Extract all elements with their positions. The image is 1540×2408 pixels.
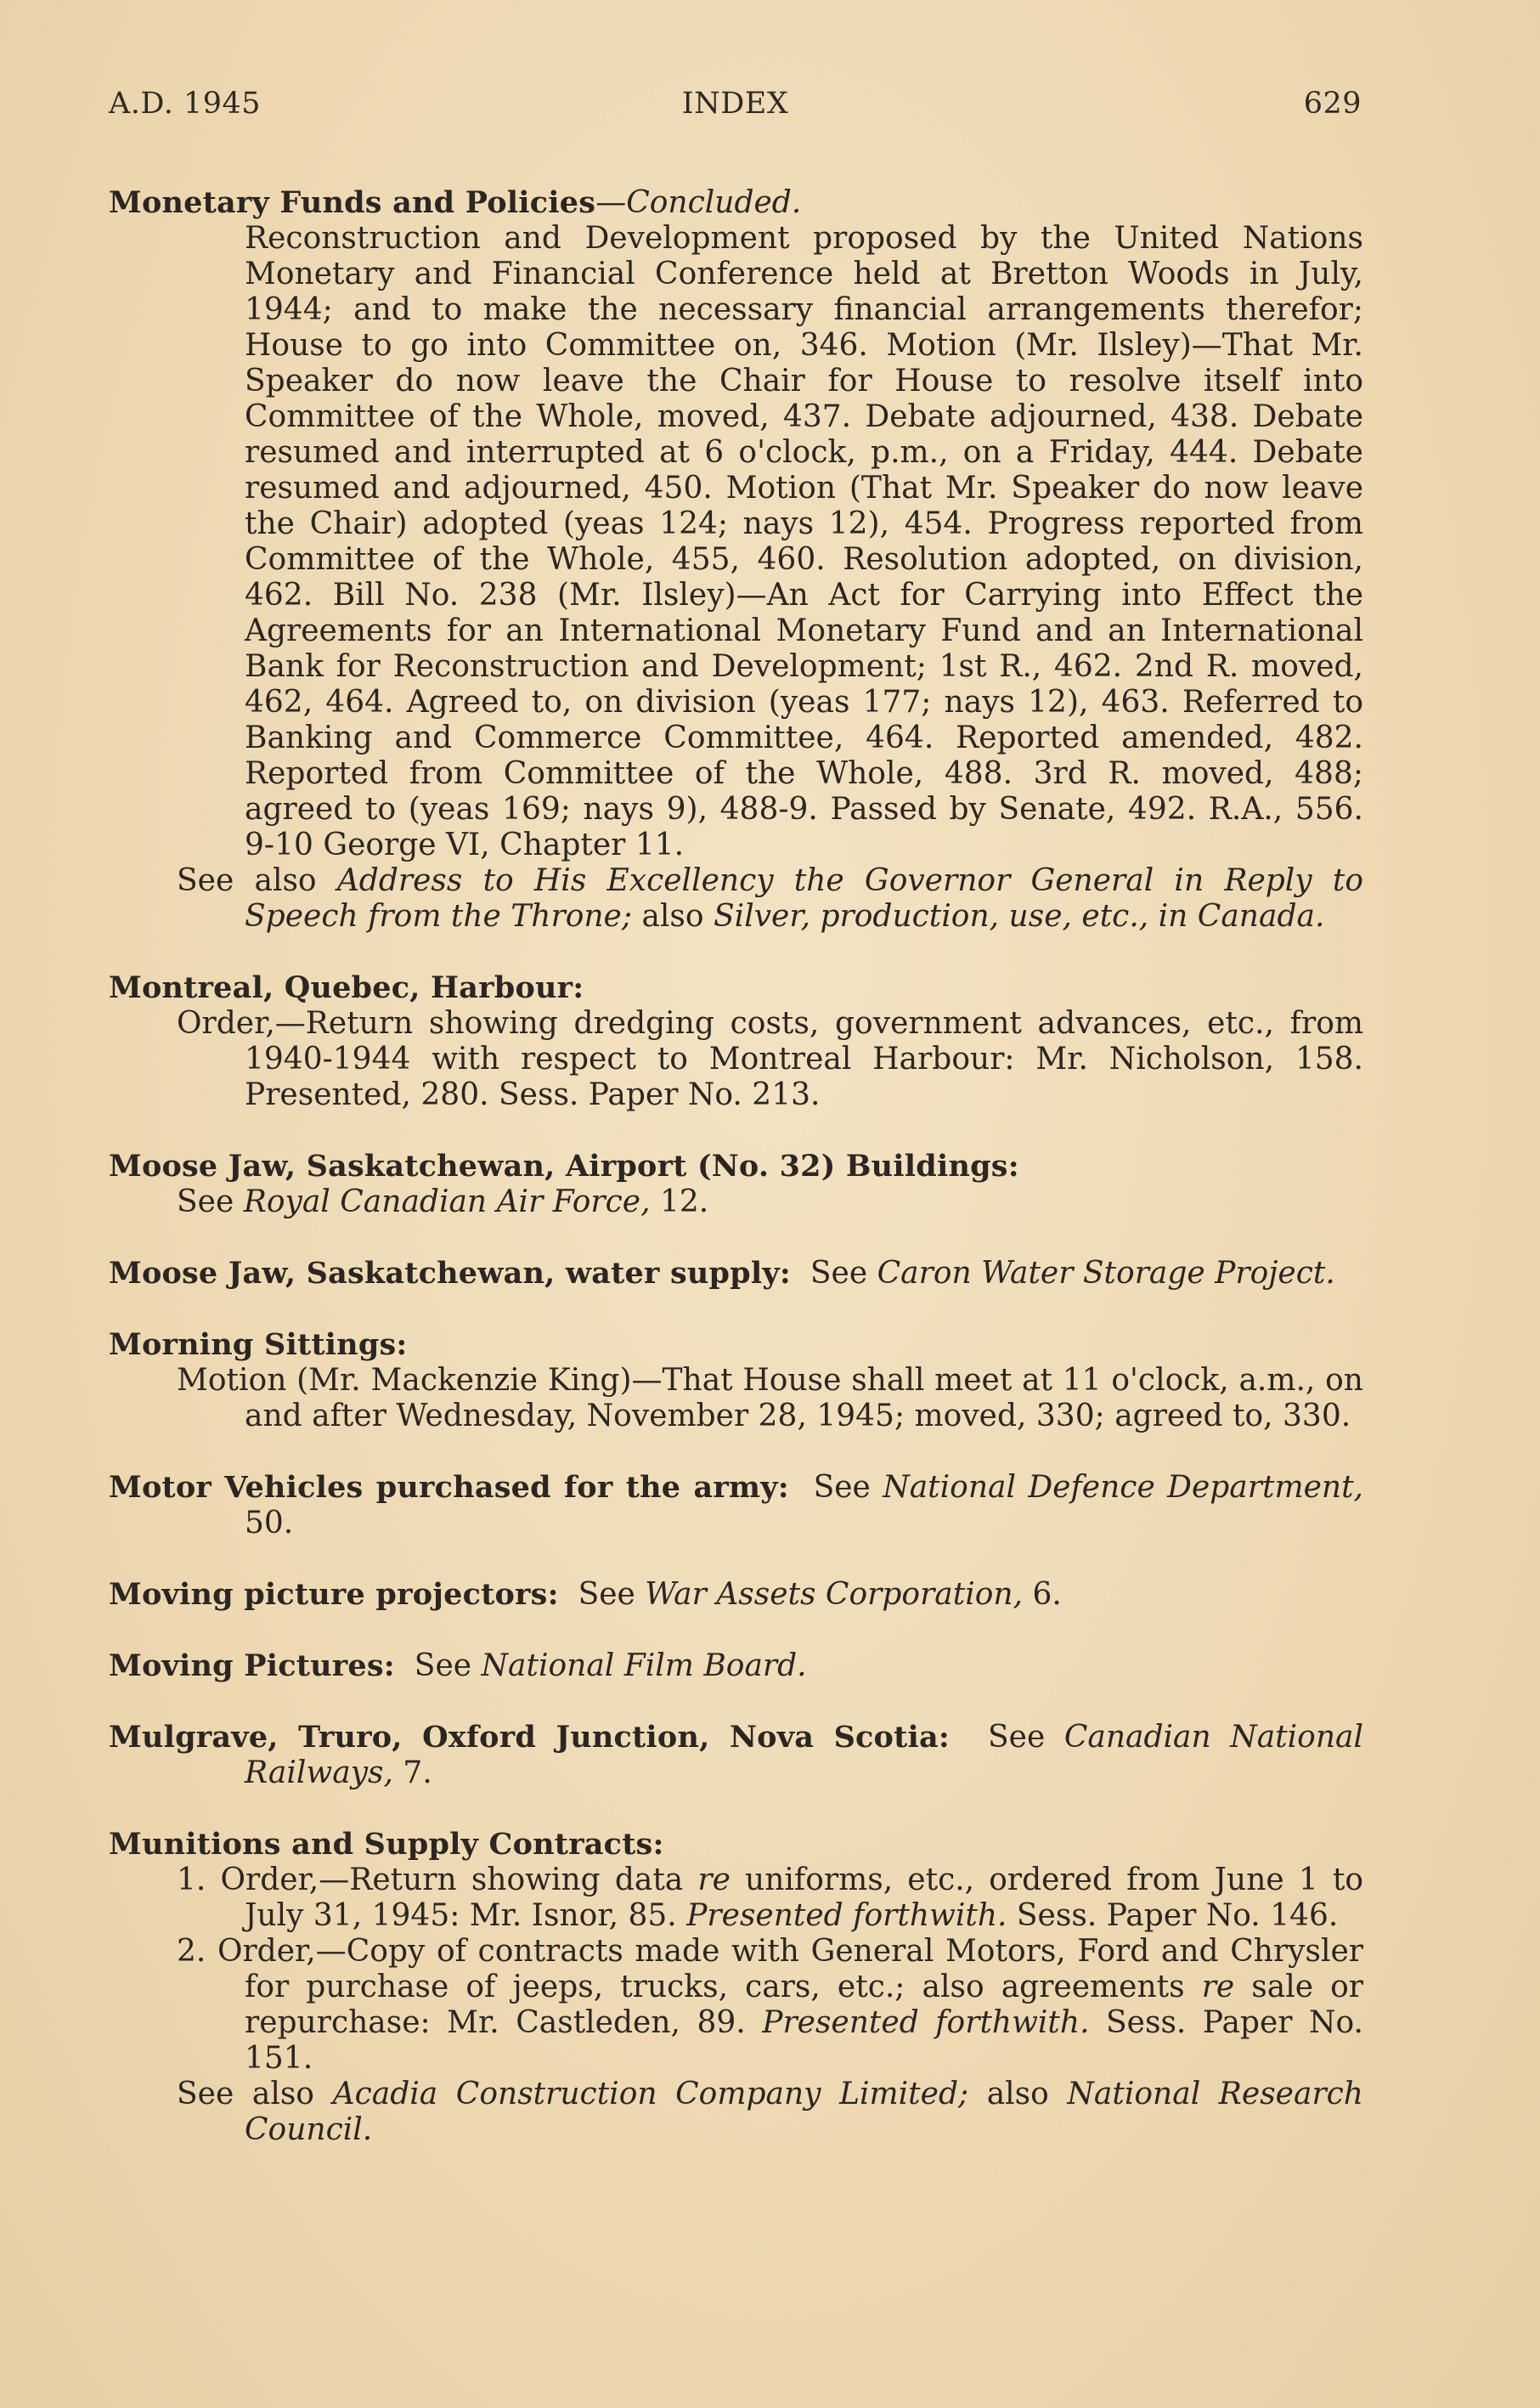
cross-reference: Silver, production, use, etc., in Canada. bbox=[714, 899, 1325, 934]
see-also: See also Address to His Excellency the Governor General in Reply to Speech from the Throne; also Silver, production, use, etc., in Canada. bbox=[177, 863, 1363, 934]
entry-moose-jaw-airport bbox=[109, 1149, 1363, 1220]
entry-moose-jaw-water: Moose Jaw, Saskatchewan, water supply: See Caron Water Storage Project. bbox=[109, 1256, 1335, 1291]
entry-body: Order,—Return showing dredging costs, government advances, etc., from 1940-1944 with respect to Montreal Harbour: Mr. Nicholson, 158. Presented, 280. Sess. Paper No. 213. bbox=[177, 1006, 1363, 1112]
entry-heading: Morning Sittings: bbox=[109, 1327, 408, 1362]
page-number: 629 bbox=[1303, 87, 1362, 121]
header-year: A.D. 1945 bbox=[109, 87, 262, 121]
entry-heading: Munitions and Supply Contracts: bbox=[109, 1827, 664, 1862]
entry-body: Reconstruction and Development proposed by the United Nations Monetary and Financial Conference held at Bretton Woods in July, 1944; and to make the necessary financial arrangements therefor; House to go into Committee on, 346. Motion (Mr. Ilsley)—That Mr. Speaker do now leave the Chair for House to resolve itself into Committee of the Whole, moved, 437. Debate adjourned, 438. Debate resumed and interrupted at 6 o'clock, p.m., on a Friday, 444. Debate resumed and adjourned, 450. Motion (That Mr. Speaker do now leave the Chair) adopted (yeas 124; nays 12), 454. Progress reported from Committee of the Whole, 455, 460. Resolution adopted, on division, 462. Bill No. 238 (Mr. Ilsley)—An Act for Carrying into Effect the Agreements for an International Monetary Fund and an International Bank for Reconstruction and Development; 1st R., 462. 2nd R. moved, 462, 464. Agreed to, on division (yeas 177; nays 12), 463. Referred to Banking and Commerce Committee, 464. Reported amended, 482. Reported from Committee of the Whole, 488. 3rd R. moved, 488; agreed to (yeas 169; nays 9), 488-9. Passed by Senate, 492. R.A., 556. 9-10 George VI, Chapter 11. bbox=[245, 221, 1363, 862]
header-title: INDEX bbox=[681, 87, 789, 121]
cross-reference: Acadia Construction Company Limited; bbox=[332, 2077, 969, 2111]
entry-munitions-contracts bbox=[109, 1827, 1363, 2148]
cross-reference: Royal Canadian Air Force, bbox=[243, 1184, 651, 1219]
cross-reference: Address to His Excellency the Governor General in Reply to Speech from the Throne; bbox=[245, 863, 1363, 934]
cross-reference: National Research Council. bbox=[245, 2077, 1363, 2147]
entry-heading: Monetary Funds and Policies bbox=[109, 185, 596, 220]
cross-reference: Caron Water Storage Project. bbox=[877, 1256, 1335, 1291]
entry-motor-vehicles: Motor Vehicles purchased for the army: See National Defence Department, 50. bbox=[109, 1470, 1363, 1540]
see-also: See also Acadia Construction Company Limited; also National Research Council. bbox=[177, 2077, 1363, 2147]
entry-monetary-funds bbox=[109, 185, 1363, 935]
index-content bbox=[109, 185, 1363, 2184]
entry-morning-sittings bbox=[109, 1327, 1363, 1434]
entry-heading: Moose Jaw, Saskatchewan, Airport (No. 32) Buildings: bbox=[109, 1149, 1019, 1184]
heading-suffix: —Concluded. bbox=[595, 185, 802, 220]
cross-reference: National Film Board. bbox=[481, 1648, 807, 1683]
entry-moving-pictures: Moving Pictures: See National Film Board. bbox=[109, 1648, 807, 1683]
cross-reference: National Defence Department, bbox=[883, 1470, 1363, 1505]
entry-mulgrave: Mulgrave, Truro, Oxford Junction, Nova Scotia: See Canadian National Railways, 7. bbox=[109, 1720, 1363, 1790]
list-item: 2. Order,—Copy of contracts made with General Motors, Ford and Chrysler for purchase of jeeps, trucks, cars, etc.; also agreements re sale or repurchase: Mr. Castleden, 89. Presented forthwith. Sess. Paper No. 151. bbox=[177, 1934, 1363, 2076]
entry-montreal-harbour bbox=[109, 970, 1363, 1113]
cross-reference: War Assets Corporation, bbox=[645, 1577, 1024, 1612]
list-item: 1. Order,—Return showing data re uniforms, etc., ordered from June 1 to July 31, 1945: Mr. Isnor, 85. Presented forthwith. Sess. Paper No. 146. bbox=[177, 1863, 1363, 1933]
cross-reference: Canadian National Railways, bbox=[245, 1720, 1363, 1790]
entry-heading: Moving picture projectors: bbox=[109, 1577, 559, 1612]
entry-heading: Motor Vehicles purchased for the army: bbox=[109, 1470, 789, 1505]
see-reference: See Royal Canadian Air Force, 12. bbox=[177, 1184, 709, 1219]
entry-heading: Montreal, Quebec, Harbour: bbox=[109, 970, 584, 1005]
entry-heading: Moose Jaw, Saskatchewan, water supply: bbox=[109, 1256, 791, 1291]
entry-heading: Moving Pictures: bbox=[109, 1648, 395, 1683]
entry-heading: Mulgrave, Truro, Oxford Junction, Nova Scotia: bbox=[109, 1720, 950, 1755]
entry-moving-picture-projectors: Moving picture projectors: See War Assets Corporation, 6. bbox=[109, 1577, 1062, 1612]
page-header bbox=[109, 87, 1362, 121]
entry-body: Motion (Mr. Mackenzie King)—That House shall meet at 11 o'clock, a.m., on and after Wednesday, November 28, 1945; moved, 330; agreed to, 330. bbox=[177, 1363, 1363, 1433]
